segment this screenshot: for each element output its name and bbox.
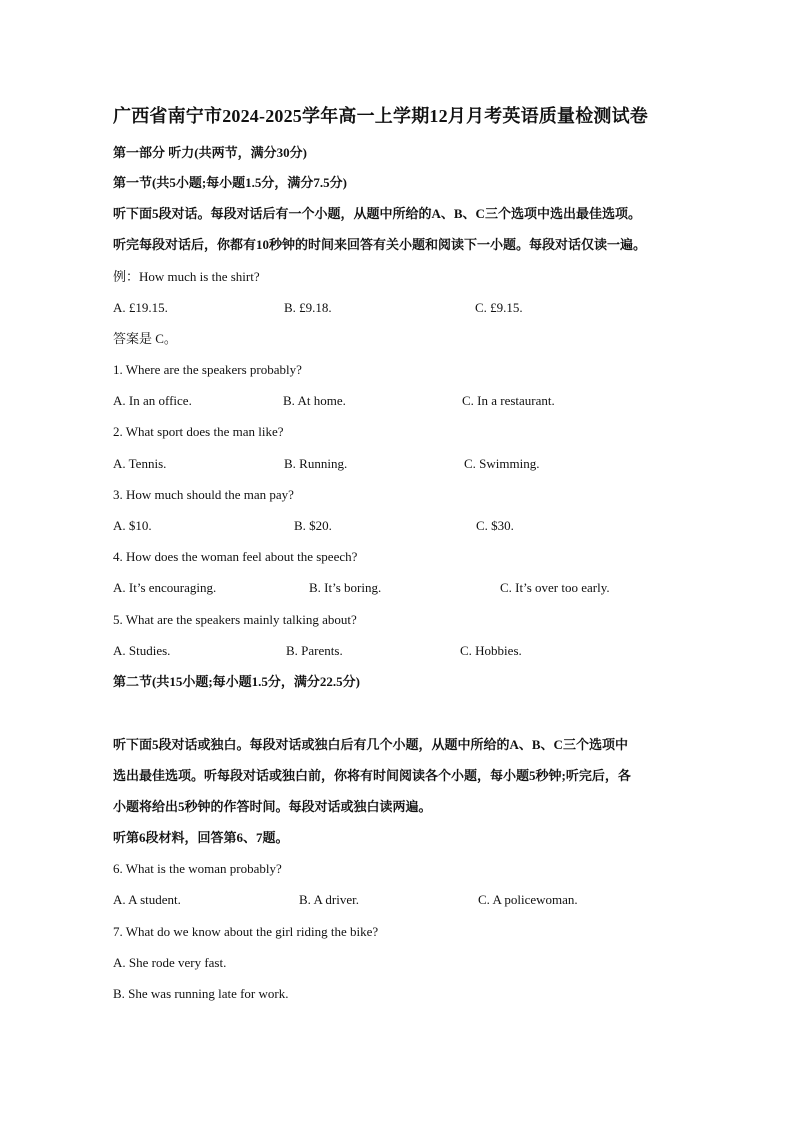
- q7-option-b: B. She was running late for work.: [113, 986, 289, 1001]
- example-option-a: A. £19.15.: [113, 300, 168, 315]
- page-title: 广西省南宁市2024-2025学年高一上学期12月月考英语质量检测试卷: [113, 106, 648, 126]
- q2-option-b: B. Running.: [284, 456, 348, 471]
- q3-option-b: B. $20.: [294, 518, 332, 533]
- section2-instruction-line1: 听下面5段对话或独白。每段对话或独白后有几个小题，从题中所给的A、B、C三个选项中: [113, 737, 628, 752]
- q6-option-a: A. A student.: [113, 892, 181, 907]
- section1-instruction-line2: 听完每段对话后，你都有10秒钟的时间来回答有关小题和阅读下一小题。每段对话仅读一遍。: [113, 237, 647, 252]
- question-7: 7. What do we know about the girl riding the bike?: [113, 924, 379, 939]
- section2-instruction-line2: 选出最佳选项。听每段对话或独白前，你将有时间阅读各个小题，每小题5秒钟;听完后，各: [113, 768, 631, 783]
- q6-option-c: C. A policewoman.: [478, 892, 578, 907]
- question-3: 3. How much should the man pay?: [113, 487, 294, 502]
- section1-heading: 第一节(共5小题;每小题1.5分，满分7.5分): [113, 175, 347, 190]
- q1-option-a: A. In an office.: [113, 393, 192, 408]
- q2-option-a: A. Tennis.: [113, 456, 167, 471]
- q3-option-a: A. $10.: [113, 518, 152, 533]
- section2-heading: 第二节(共15小题;每小题1.5分，满分22.5分): [113, 674, 360, 689]
- q2-option-c: C. Swimming.: [464, 456, 540, 471]
- question-2: 2. What sport does the man like?: [113, 424, 284, 439]
- q1-option-b: B. At home.: [283, 393, 346, 408]
- q1-option-c: C. In a restaurant.: [462, 393, 555, 408]
- part1-heading: 第一部分 听力(共两节，满分30分): [113, 145, 307, 160]
- q4-option-b: B. It’s boring.: [309, 580, 382, 595]
- section1-instruction-line1: 听下面5段对话。每段对话后有一个小题，从题中所给的A、B、C三个选项中选出最佳选项。: [113, 206, 641, 221]
- question-5: 5. What are the speakers mainly talking about?: [113, 612, 357, 627]
- question-1: 1. Where are the speakers probably?: [113, 362, 302, 377]
- q4-option-c: C. It’s over too early.: [500, 580, 610, 595]
- section2-instruction-line3: 小题将给出5秒钟的作答时间。每段对话或独白读两遍。: [113, 799, 432, 814]
- example-answer: 答案是 C。: [113, 331, 177, 346]
- q4-option-a: A. It’s encouraging.: [113, 580, 217, 595]
- q5-option-c: C. Hobbies.: [460, 643, 522, 658]
- question-6: 6. What is the woman probably?: [113, 861, 282, 876]
- example-question: 例：How much is the shirt?: [113, 269, 260, 284]
- q5-option-a: A. Studies.: [113, 643, 171, 658]
- example-option-b: B. £9.18.: [284, 300, 332, 315]
- q7-option-a: A. She rode very fast.: [113, 955, 227, 970]
- q5-option-b: B. Parents.: [286, 643, 343, 658]
- q6-option-b: B. A driver.: [299, 892, 359, 907]
- example-option-c: C. £9.15.: [475, 300, 523, 315]
- question-4: 4. How does the woman feel about the speech?: [113, 549, 358, 564]
- q3-option-c: C. $30.: [476, 518, 514, 533]
- material-6-heading: 听第6段材料，回答第6、7题。: [113, 830, 289, 845]
